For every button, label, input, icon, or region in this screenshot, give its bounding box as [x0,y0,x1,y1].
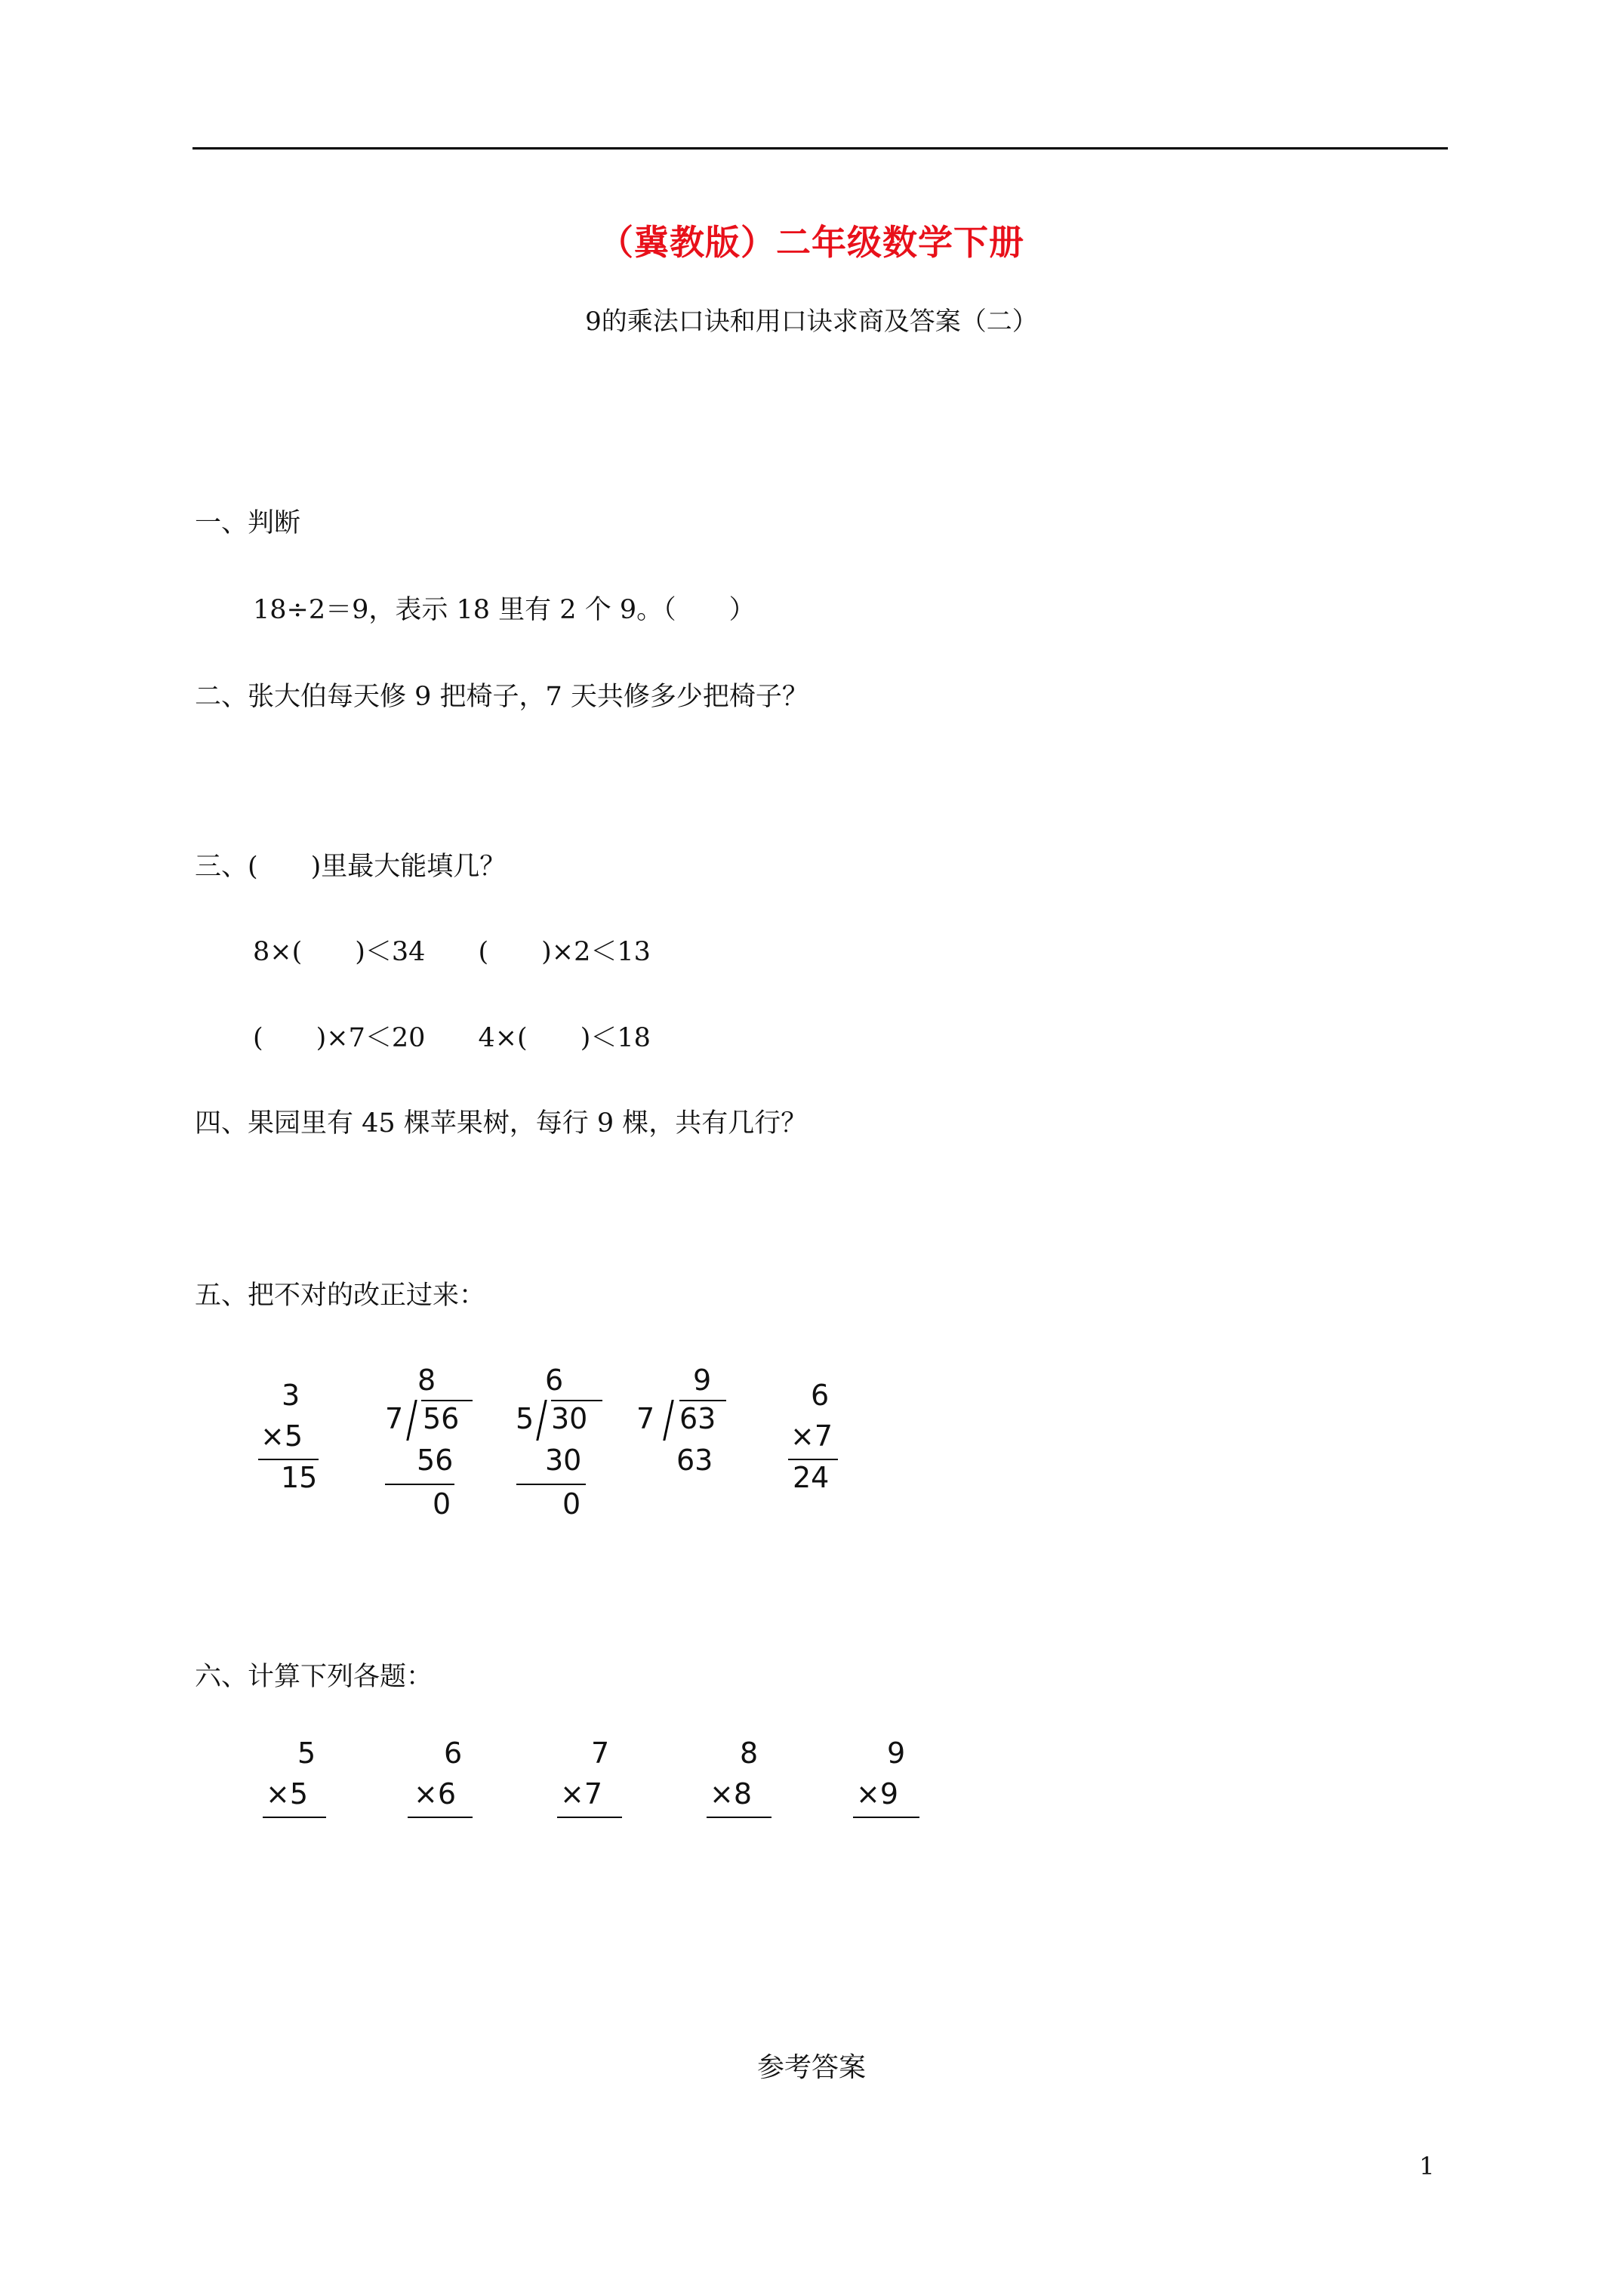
q5-p1-op: ×5 [260,1419,303,1453]
page-subtitle: 9的乘法口诀和用口诀求商及答案（二） [585,307,1038,337]
q3-heading: 三、( )里最大能填几？ [195,852,507,882]
q5-p5-op: ×7 [790,1419,833,1453]
q6-p5-top: 9 [887,1737,906,1770]
q5-heading: 五、把不对的改正过来： [195,1281,486,1311]
q6-p1-top: 5 [297,1737,316,1770]
q5-p4-quotient: 9 [693,1364,712,1397]
q5-p3-quotient: 6 [545,1364,564,1397]
q5-p3-line [516,1484,586,1485]
q5-p5-line [788,1459,838,1460]
q6-p2-line [408,1817,473,1818]
q5-p3-product: 30 [545,1444,582,1477]
q6-p2-op: ×6 [414,1777,457,1811]
q5-p2-quotient: 8 [417,1364,436,1397]
q3-row-1: 8×( )＜34 ( )×2＜13 [253,937,651,967]
q6-p5-op: ×9 [856,1777,899,1811]
q5-p3-remainder: 0 [562,1487,581,1521]
q5-p1-line [258,1459,319,1460]
q5-p2-bracket [406,1400,421,1441]
q5-p4-bracket [663,1400,678,1441]
q5-p4-bracket-top [679,1400,726,1401]
q5-p2-dividend: 56 [423,1402,460,1435]
q5-p4-divisor: 7 [636,1402,655,1435]
q5-p1-result: 15 [281,1461,318,1494]
q5-p2-line [385,1484,454,1485]
q5-p4-product: 63 [676,1444,713,1477]
q5-p2-remainder: 0 [433,1487,451,1521]
q6-p1-line [263,1817,326,1818]
q1-statement: 18÷2＝9，表示 18 里有 2 个 9。（ ） [253,595,756,625]
q5-p3-bracket-top [551,1400,602,1401]
q6-p5-line [853,1817,919,1818]
page-title: （冀教版）二年级数学下册 [599,222,1024,263]
q5-p3-divisor: 5 [516,1402,534,1435]
q5-p2-product: 56 [417,1444,454,1477]
q1-heading: 一、判断 [195,508,301,538]
answer-heading: 参考答案 [756,2052,866,2083]
q6-p3-top: 7 [591,1737,610,1770]
q6-p3-op: ×7 [560,1777,603,1811]
q5-p4-dividend: 63 [679,1402,716,1435]
q6-p4-top: 8 [740,1737,759,1770]
q5-p2-bracket-top [421,1400,473,1401]
q5-p1-top: 3 [282,1379,300,1412]
q5-p5-result: 24 [793,1461,830,1494]
q6-p2-top: 6 [444,1737,463,1770]
q3-row-2: ( )×7＜20 4×( )＜18 [253,1023,651,1053]
page-number: 1 [1419,2152,1435,2180]
q4-heading: 四、果园里有 45 棵苹果树，每行 9 棵，共有几行？ [195,1108,808,1139]
q5-p3-dividend: 30 [551,1402,588,1435]
q5-p3-bracket [536,1400,551,1441]
q5-p5-top: 6 [811,1379,830,1412]
q6-p4-op: ×8 [710,1777,753,1811]
q6-heading: 六、计算下列各题： [195,1662,433,1692]
q2-heading: 二、张大伯每天修 9 把椅子，7 天共修多少把椅子？ [195,682,808,712]
q6-p1-op: ×5 [266,1777,309,1811]
q6-p4-line [707,1817,771,1818]
q6-p3-line [557,1817,622,1818]
q5-p2-divisor: 7 [385,1402,404,1435]
header-rule [192,147,1448,149]
